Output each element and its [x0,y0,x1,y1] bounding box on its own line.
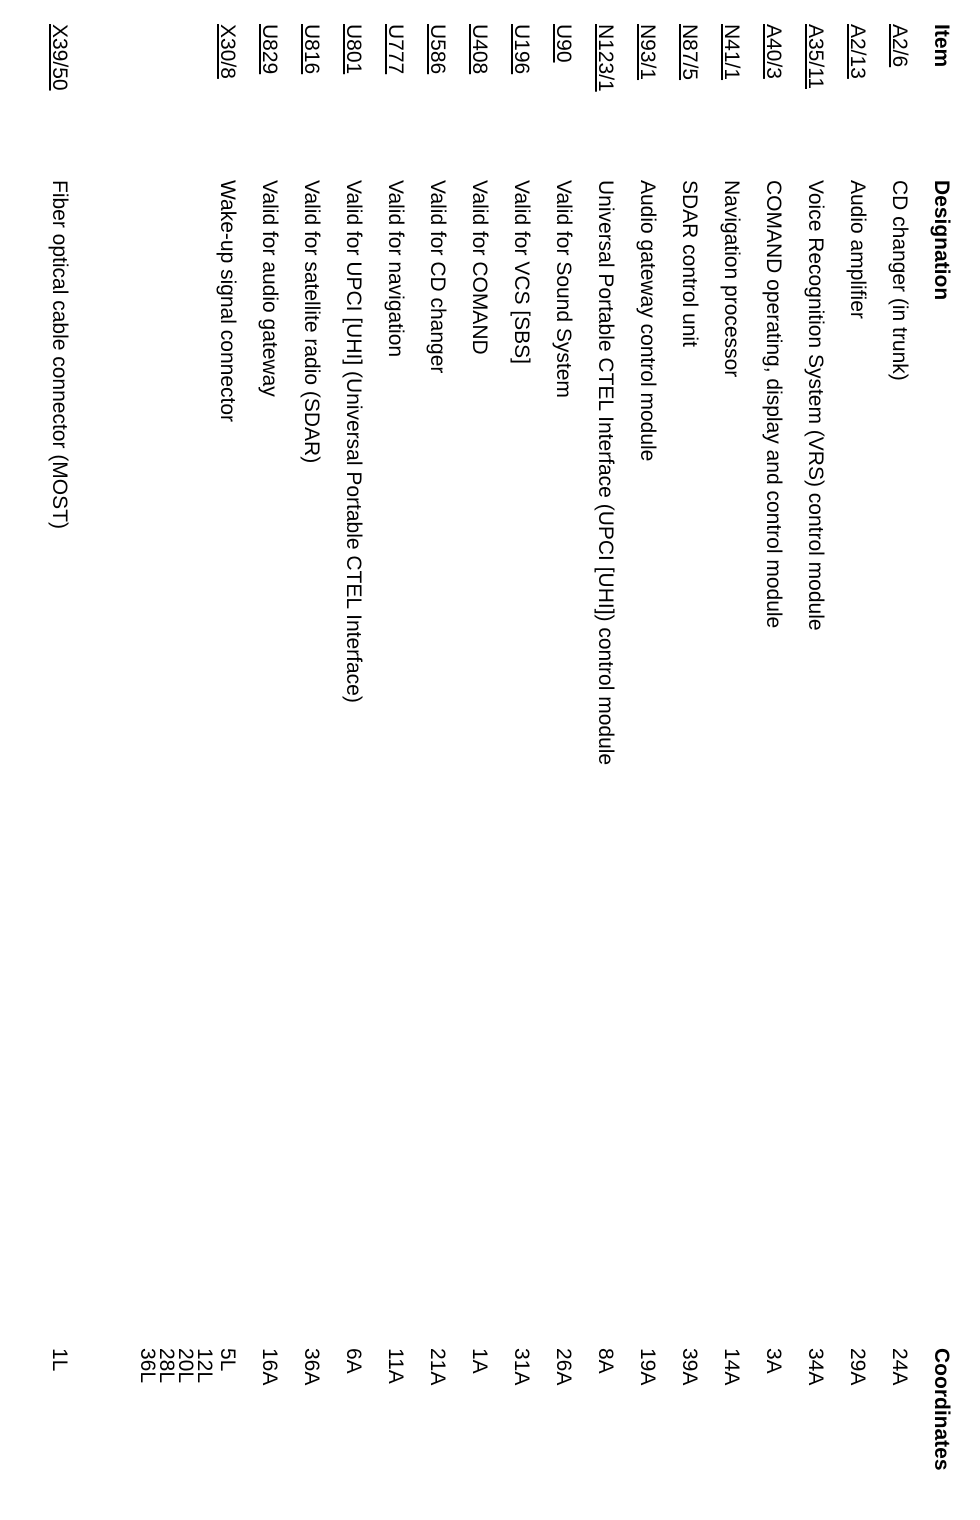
coordinate-value: 12L [193,1348,216,1384]
designation-text: CD changer (in trunk) [888,180,911,381]
coordinate-value: 26A [552,1348,575,1386]
coordinate-value: 11A [384,1348,407,1384]
item-link[interactable]: U816 [300,24,323,75]
coordinates-cell [466,1348,492,1374]
coordinate-value: 24A [888,1348,911,1386]
coordinates-cell [844,1348,870,1385]
table-row [802,0,828,1520]
table-row [46,0,72,1520]
designation-text: COMAND operating, display and control module [762,180,785,629]
designation-text: Universal Portable CTEL Interface (UPCI [UHI]) control module [594,180,617,766]
designation-text: Valid for VCS [SBS] [510,180,533,365]
coordinates-cell [508,1348,534,1385]
coordinate-value: 31A [510,1348,533,1386]
item-link[interactable]: N41/1 [720,24,743,81]
table-row [382,0,408,1520]
coordinates-cell [718,1348,744,1385]
table-row [136,0,240,1520]
designation-text: Valid for navigation [384,180,407,358]
coordinate-value: 39A [678,1348,701,1386]
table-row [550,0,576,1520]
item-link[interactable]: N87/5 [678,24,701,81]
coordinates-cell [676,1348,702,1385]
coordinate-value: 16A [258,1348,281,1386]
coordinates-cell [760,1348,786,1374]
coordinates-cell [592,1348,618,1374]
designation-text: Wake-up signal connector [216,180,239,423]
item-link[interactable]: N93/1 [636,24,659,81]
coordinate-value: 21A [426,1348,449,1386]
item-link[interactable]: U777 [384,24,407,75]
table-row [886,0,912,1520]
designation-text: Audio gateway control module [636,180,659,462]
coordinate-value: 28L [155,1348,178,1384]
coordinates-cell [634,1348,660,1385]
designation-text: Valid for CD changer [426,180,449,374]
table-row [256,0,282,1520]
coordinate-value: 3A [762,1348,785,1374]
coordinates-cell [138,1348,240,1383]
table-row [466,0,492,1520]
item-link[interactable]: A2/6 [888,24,911,68]
designation-text: Navigation processor [720,180,743,378]
item-link[interactable]: X39/50 [48,24,71,91]
table-row [592,0,618,1520]
designation-text: Valid for audio gateway [258,180,281,397]
coordinate-value: 1A [468,1348,491,1374]
item-link[interactable]: A35/11 [804,24,827,89]
table-row [298,0,324,1520]
table-row [718,0,744,1520]
coordinates-cell [256,1348,282,1385]
item-link[interactable]: N123/1 [594,24,617,92]
designation-text: Voice Recognition System (VRS) control module [804,180,827,631]
header-coordinates: Coordinates [930,1348,953,1471]
coordinate-value: 19A [636,1348,659,1386]
item-link[interactable]: X30/8 [216,24,239,79]
item-link[interactable]: U196 [510,24,533,75]
designation-text: SDAR control unit [678,180,701,347]
item-link[interactable]: U586 [426,24,449,75]
coordinate-value: 36L [136,1348,159,1384]
header-designation: Designation [930,180,953,301]
coordinates-cell [424,1348,450,1385]
coordinates-cell [46,1348,72,1371]
table-row [844,0,870,1520]
coordinate-value: 29A [846,1348,869,1386]
item-link[interactable]: U801 [342,24,365,75]
table-row [676,0,702,1520]
coordinate-value: 8A [594,1348,617,1374]
coordinate-value: 1L [48,1348,71,1372]
coordinates-cell [802,1348,828,1385]
coordinate-value: 14A [720,1348,743,1386]
coordinates-cell [550,1348,576,1385]
item-link[interactable]: U829 [258,24,281,75]
table-row [508,0,534,1520]
table-row [340,0,366,1520]
coordinate-value: 36A [300,1348,323,1386]
table-row [634,0,660,1520]
designation-text: Valid for satellite radio (SDAR) [300,180,323,464]
coordinates-cell [886,1348,912,1385]
designation-text: Valid for UPCI [UHI] (Universal Portable CTEL Interface) [342,180,365,703]
coordinates-cell [298,1348,324,1385]
designation-text: Fiber optical cable connector (MOST) [48,180,71,529]
table-row [760,0,786,1520]
designation-text: Valid for Sound System [552,180,575,398]
coordinate-value: 6A [342,1348,365,1374]
designation-text: Valid for COMAND [468,180,491,355]
designation-text: Audio amplifier [846,180,869,319]
coordinates-cell [382,1348,408,1384]
coordinate-value: 5L [216,1348,239,1372]
item-link[interactable]: A2/13 [846,24,869,79]
item-link[interactable]: A40/3 [762,24,785,79]
coordinates-cell [340,1348,366,1374]
coordinate-value: 20L [174,1348,197,1384]
coordinate-value: 34A [804,1348,827,1386]
item-link[interactable]: U90 [552,24,575,63]
header-item: Item [930,24,953,68]
table-row [424,0,450,1520]
item-link[interactable]: U408 [468,24,491,75]
